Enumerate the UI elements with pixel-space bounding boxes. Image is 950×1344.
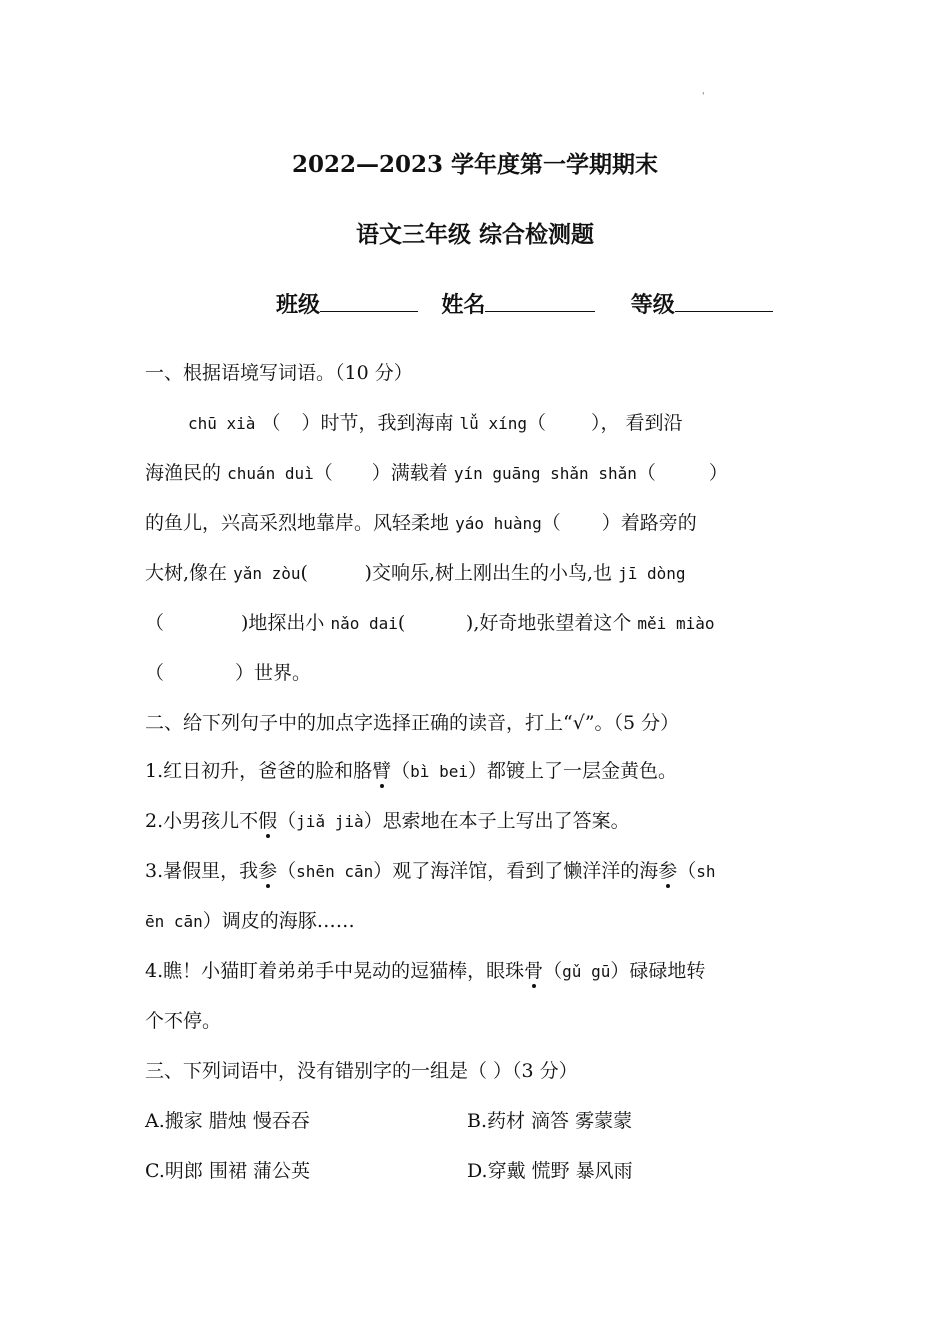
section2-q4: 4.瞧！小猫盯着弟弟手中晃动的逗猫棒，眼珠骨（gǔ gū）碌碌地转 — [145, 956, 705, 983]
section2-heading: 二、给下列句子中的加点字选择正确的读音，打上“√”。（5 分） — [145, 712, 680, 734]
option-d[interactable]: D.穿戴 慌野 暴风雨 — [467, 1160, 633, 1182]
page-subtitle: 语文三年级 综合检测题 — [355, 221, 594, 248]
class-blank[interactable] — [320, 287, 418, 312]
student-info-row — [276, 287, 773, 319]
section2-q3-cont: ēn cān）调皮的海豚…… — [145, 910, 355, 932]
grade-label: 等级 — [630, 292, 675, 318]
page-title: 2022—2023 学年度第一学期期末 — [291, 151, 659, 178]
section1-line3: 的鱼儿，兴高采烈地靠岸。风轻柔地 yáo huàng（ ）着路旁的 — [145, 512, 697, 534]
section1-line6: （ ）世界。 — [145, 662, 312, 684]
section2-q4-cont: 个不停。 — [145, 1010, 222, 1032]
option-c[interactable]: C.明郎 围裙 蒲公英 — [145, 1160, 310, 1182]
section2-q3: 3.暑假里，我参（shēn cān）观了海洋馆，看到了懒洋洋的海参（sh — [145, 856, 716, 883]
option-a[interactable]: A.搬家 腊烛 慢吞吞 — [145, 1110, 310, 1132]
name-label: 姓名 — [441, 292, 486, 318]
section1-line5: （ )地探出小 nǎo dai( ),好奇地张望着这个 měi miào — [145, 612, 715, 634]
section2-q1: 1.红日初升，爸爸的脸和胳臂（bì bei）都镀上了一层金黄色。 — [145, 756, 677, 783]
name-blank[interactable] — [485, 287, 595, 312]
grade-blank[interactable] — [675, 287, 773, 312]
section2-q2: 2.小男孩儿不假（jiǎ jià）思索地在本子上写出了答案。 — [145, 806, 630, 833]
option-b[interactable]: B.药材 滴答 雾蒙蒙 — [467, 1110, 633, 1132]
section1-line2: 海渔民的 chuán duì（ ）满载着 yín guāng shǎn shǎn（ ） — [145, 462, 728, 484]
class-label: 班级 — [276, 292, 321, 318]
section3-heading: 三、下列词语中，没有错别字的一组是（ ）（3 分） — [145, 1060, 578, 1082]
section1-line1: chū xià （ ）时节，我到海南 lǚ xíng（ ）， 看到沿 — [188, 412, 683, 434]
section1-line4: 大树,像在 yǎn zòu( )交响乐,树上刚出生的小鸟,也 jī dòng — [145, 562, 686, 584]
corner-mark: ' — [702, 92, 705, 102]
section1-heading: 一、根据语境写词语。（10 分） — [145, 362, 413, 384]
